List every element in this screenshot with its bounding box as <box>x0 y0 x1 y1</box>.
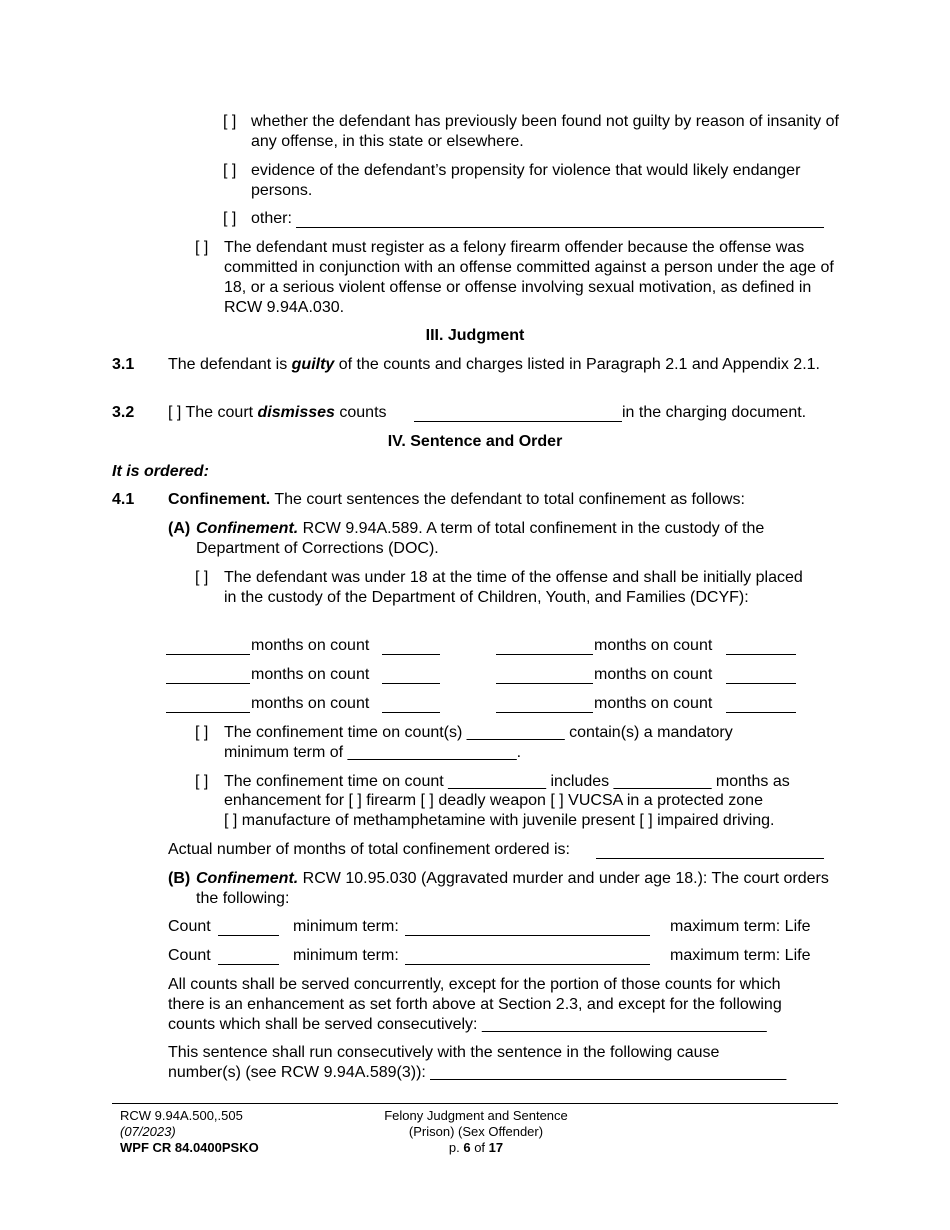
b-count-input-2[interactable] <box>218 964 279 965</box>
count-input-2[interactable] <box>726 654 796 655</box>
months-input-1[interactable] <box>166 654 250 655</box>
footer-rcw: RCW 9.94A.500,.505 <box>120 1108 243 1123</box>
footer-title-2: (Prison) (Sex Offender) <box>408 1124 544 1139</box>
section-b-label: (B) <box>168 870 191 887</box>
para-3-2-tail: in the charging document. <box>622 404 807 421</box>
para-3-2-number: 3.2 <box>112 404 135 421</box>
months-label: months on count <box>594 637 713 654</box>
minimum-term-label: minimum term: <box>293 947 399 964</box>
months-label: months on count <box>251 666 370 683</box>
consecutive-line-1: This sentence shall run consecutively with the sentence in the following cause <box>168 1044 720 1061</box>
count-input-1[interactable] <box>382 654 440 655</box>
checkbox-mandatory[interactable]: [ ] <box>195 724 209 741</box>
count-label: Count <box>168 918 211 935</box>
juvenile-text: The defendant was under 18 at the time of the offense and shall be initially placed in the custody of the Department of Children, Youth, and Families (DCYF): <box>224 569 803 606</box>
para-4-1-number: 4.1 <box>112 491 135 508</box>
checkbox-other[interactable]: [ ] <box>223 210 237 227</box>
b-min-term-input-2[interactable] <box>405 964 650 965</box>
footer-divider <box>112 1103 838 1104</box>
months-input-2[interactable] <box>496 654 593 655</box>
para-3-1-text: The defendant is guilty of the counts and charges listed in Paragraph 2.1 and Appendix 2.1. <box>168 356 820 373</box>
checkbox-juvenile[interactable]: [ ] <box>195 569 209 586</box>
concurrent-line-3: counts which shall be served consecutively: ________________________________ <box>168 1016 767 1033</box>
firearm-register-text: The defendant must register as a felony firearm offender because the offense was committed in conjunction with an offense committed against a person under the age of 18, or a serious violent offense or offense involving sexual motivation, as defined in RCW 9.94A.030. <box>224 239 834 316</box>
months-input-3[interactable] <box>166 683 250 684</box>
it-is-ordered: It is ordered: <box>112 463 209 480</box>
footer-form-number: WPF CR 84.0400PSKO <box>120 1140 259 1155</box>
count-input-3[interactable] <box>382 683 440 684</box>
para-3-1-number: 3.1 <box>112 356 135 373</box>
months-input-6[interactable] <box>496 712 593 713</box>
footer-date: (07/2023) <box>120 1124 176 1139</box>
months-input-5[interactable] <box>166 712 250 713</box>
para-3-2-text: [ ] The court dismisses counts <box>168 404 387 421</box>
concurrent-line-2: there is an enhancement as set forth above at Section 2.3, and except for the following <box>168 996 782 1013</box>
other-input-line[interactable] <box>296 227 824 228</box>
checkbox-propensity[interactable]: [ ] <box>223 162 237 179</box>
enhancement-line-3: [ ] manufacture of methamphetamine with juvenile present [ ] impaired driving. <box>224 812 775 829</box>
months-label: months on count <box>251 637 370 654</box>
maximum-term-label: maximum term: Life <box>670 918 811 935</box>
enhancement-line-2: enhancement for [ ] firearm [ ] deadly weapon [ ] VUCSA in a protected zone <box>224 792 763 809</box>
mandatory-line-1: The confinement time on count(s) ___________ contain(s) a mandatory <box>224 724 733 741</box>
actual-months-label: Actual number of months of total confinement ordered is: <box>168 841 570 858</box>
checkbox-insanity[interactable]: [ ] <box>223 113 237 130</box>
count-input-5[interactable] <box>382 712 440 713</box>
months-label: months on count <box>251 695 370 712</box>
count-input-4[interactable] <box>726 683 796 684</box>
months-label: months on count <box>594 666 713 683</box>
actual-months-line[interactable] <box>596 858 824 859</box>
minimum-term-label: minimum term: <box>293 918 399 935</box>
checkbox-firearm-register[interactable]: [ ] <box>195 239 209 256</box>
sentence-heading: IV. Sentence and Order <box>387 433 563 450</box>
dismissed-counts-line[interactable] <box>414 421 622 422</box>
b-count-input-1[interactable] <box>218 935 279 936</box>
count-input-6[interactable] <box>726 712 796 713</box>
section-a-text: Confinement. RCW 9.94A.589. A term of total confinement in the custody of the Department of Corrections (DOC). <box>196 520 765 557</box>
count-label: Count <box>168 947 211 964</box>
other-label: other: <box>251 210 292 227</box>
mandatory-line-2: minimum term of ___________________. <box>224 744 522 761</box>
section-b-text: Confinement. RCW 10.95.030 (Aggravated murder and under age 18.): The court orders the following: <box>196 870 829 907</box>
insanity-text: whether the defendant has previously been found not guilty by reason of insanity of any offense, in this state or elsewhere. <box>251 113 839 150</box>
footer-title-1: Felony Judgment and Sentence <box>384 1108 568 1123</box>
section-a-label: (A) <box>168 520 191 537</box>
concurrent-line-1: All counts shall be served concurrently, except for the portion of those counts for which <box>168 976 781 993</box>
propensity-text: evidence of the defendant’s propensity for violence that would likely endanger persons. <box>251 162 801 199</box>
para-4-1-text: Confinement. The court sentences the defendant to total confinement as follows: <box>168 491 745 508</box>
months-label: months on count <box>594 695 713 712</box>
months-input-4[interactable] <box>496 683 593 684</box>
footer-page-number: p. 6 of 17 <box>448 1140 504 1155</box>
checkbox-enhancement[interactable]: [ ] <box>195 773 209 790</box>
b-min-term-input-1[interactable] <box>405 935 650 936</box>
guilty-emphasis: guilty <box>291 356 335 373</box>
judgment-heading: III. Judgment <box>425 327 525 344</box>
enhancement-line-1: The confinement time on count ___________ includes ___________ months as <box>224 773 790 790</box>
checkbox-dismiss[interactable]: [ ] <box>168 404 182 421</box>
consecutive-line-2: number(s) (see RCW 9.94A.589(3)): ________________________________________ <box>168 1064 787 1081</box>
maximum-term-label: maximum term: Life <box>670 947 811 964</box>
dismisses-emphasis: dismisses <box>257 404 335 421</box>
